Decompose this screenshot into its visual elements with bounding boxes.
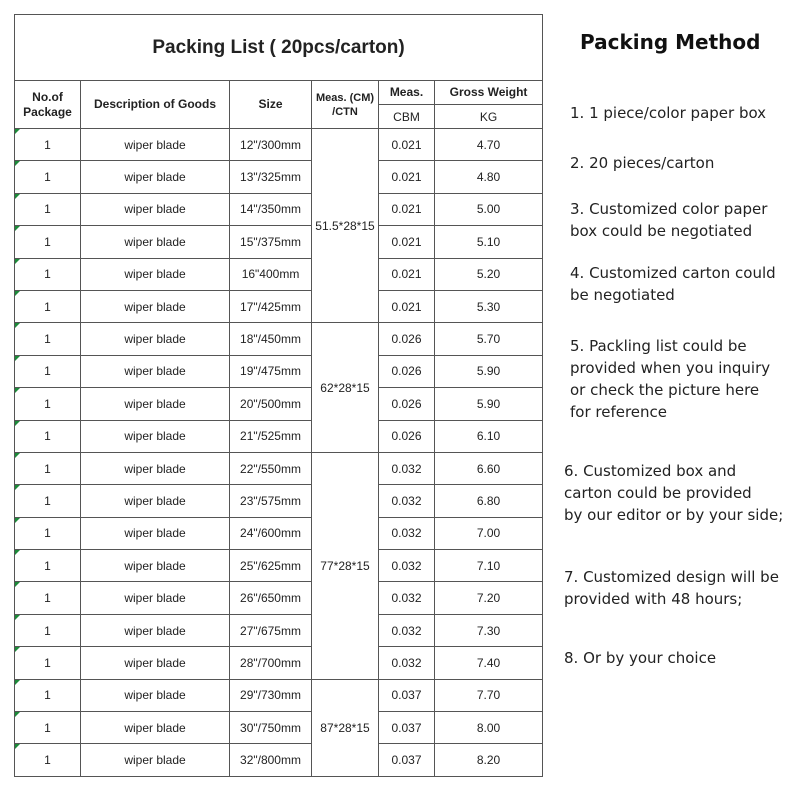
size-cell: 15"/375mm (230, 226, 312, 258)
packing-list-table (14, 14, 542, 777)
cbm-cell: 0.026 (379, 420, 435, 452)
size-cell: 28"/700mm (230, 647, 312, 679)
packing-method-line: by our editor or by your side; (564, 506, 784, 524)
size-cell: 23"/575mm (230, 485, 312, 517)
cbm-cell: 0.026 (379, 323, 435, 355)
packing-method-line: provided when you inquiry (570, 359, 771, 377)
table-row (15, 647, 543, 679)
description-cell: wiper blade (81, 161, 230, 193)
package-count-cell: 1 (15, 420, 81, 452)
table-row (15, 614, 543, 646)
package-count-cell: 1 (15, 323, 81, 355)
size-cell: 29"/730mm (230, 679, 312, 711)
package-count-cell: 1 (15, 517, 81, 549)
packing-method-line: 6. Customized box and (564, 462, 737, 480)
gross-weight-cell: 7.00 (435, 517, 543, 549)
table-row (15, 258, 543, 290)
packing-method-line: 1. 1 piece/color paper box (570, 104, 767, 122)
header-kg-unit: KG (435, 105, 543, 129)
package-count-cell: 1 (15, 161, 81, 193)
cbm-cell: 0.021 (379, 258, 435, 290)
header-meas-ctn-line1: Meas. (CM) (315, 91, 375, 104)
package-count-cell: 1 (15, 258, 81, 290)
packing-list-body (15, 129, 543, 777)
cbm-cell: 0.037 (379, 679, 435, 711)
packing-method-panel (560, 30, 795, 667)
gross-weight-cell: 5.20 (435, 258, 543, 290)
table-row (15, 193, 543, 225)
gross-weight-cell: 6.10 (435, 420, 543, 452)
gross-weight-cell: 6.60 (435, 452, 543, 484)
cbm-cell: 0.032 (379, 614, 435, 646)
packing-method-line: 5. Packling list could be (570, 337, 747, 355)
size-cell: 12"/300mm (230, 129, 312, 161)
packing-method-line: for reference (570, 403, 668, 421)
table-row (15, 744, 543, 776)
gross-weight-cell: 8.00 (435, 712, 543, 744)
size-cell: 13"/325mm (230, 161, 312, 193)
packing-method-line: 2. 20 pieces/carton (570, 154, 715, 172)
packing-method-line: 7. Customized design will be (564, 568, 779, 586)
gross-weight-cell: 5.70 (435, 323, 543, 355)
package-count-cell: 1 (15, 355, 81, 387)
package-count-cell: 1 (15, 744, 81, 776)
cbm-cell: 0.032 (379, 550, 435, 582)
gross-weight-cell: 5.90 (435, 355, 543, 387)
gross-weight-cell: 7.30 (435, 614, 543, 646)
table-row (15, 679, 543, 711)
description-cell: wiper blade (81, 485, 230, 517)
carton-measurement-cell: 77*28*15 (312, 452, 379, 679)
description-cell: wiper blade (81, 290, 230, 322)
carton-measurement-cell: 87*28*15 (312, 679, 379, 776)
packing-method-item (570, 262, 800, 306)
package-count-cell: 1 (15, 290, 81, 322)
gross-weight-cell: 5.10 (435, 226, 543, 258)
table-row (15, 323, 543, 355)
description-cell: wiper blade (81, 712, 230, 744)
table-row (15, 388, 543, 420)
size-cell: 30"/750mm (230, 712, 312, 744)
description-cell: wiper blade (81, 452, 230, 484)
header-size: Size (230, 81, 312, 129)
packing-method-line: box could be negotiated (570, 222, 753, 240)
cbm-cell: 0.026 (379, 388, 435, 420)
header-no-of-package (15, 81, 81, 129)
cbm-cell: 0.021 (379, 129, 435, 161)
package-count-cell: 1 (15, 129, 81, 161)
package-count-cell: 1 (15, 614, 81, 646)
size-cell: 22"/550mm (230, 452, 312, 484)
description-cell: wiper blade (81, 582, 230, 614)
table-row (15, 226, 543, 258)
cbm-cell: 0.021 (379, 193, 435, 225)
size-cell: 26"/650mm (230, 582, 312, 614)
package-count-cell: 1 (15, 582, 81, 614)
cbm-cell: 0.021 (379, 226, 435, 258)
header-gross-weight: Gross Weight (435, 81, 543, 105)
packing-method-item (570, 102, 800, 124)
package-count-cell: 1 (15, 485, 81, 517)
description-cell: wiper blade (81, 193, 230, 225)
gross-weight-cell: 5.90 (435, 388, 543, 420)
packing-method-line: provided with 48 hours; (564, 590, 743, 608)
description-cell: wiper blade (81, 129, 230, 161)
size-cell: 16"400mm (230, 258, 312, 290)
packing-method-item (564, 647, 799, 669)
header-cbm-unit: CBM (379, 105, 435, 129)
package-count-cell: 1 (15, 550, 81, 582)
table-row (15, 420, 543, 452)
gross-weight-cell: 4.70 (435, 129, 543, 161)
size-cell: 20"/500mm (230, 388, 312, 420)
packing-method-item (564, 566, 799, 610)
packing-method-item (564, 460, 799, 526)
description-cell: wiper blade (81, 420, 230, 452)
package-count-cell: 1 (15, 452, 81, 484)
size-cell: 25"/625mm (230, 550, 312, 582)
description-cell: wiper blade (81, 647, 230, 679)
description-cell: wiper blade (81, 550, 230, 582)
description-cell: wiper blade (81, 388, 230, 420)
carton-measurement-cell: 51.5*28*15 (312, 129, 379, 323)
description-cell: wiper blade (81, 323, 230, 355)
table-row (15, 550, 543, 582)
cbm-cell: 0.032 (379, 517, 435, 549)
cbm-cell: 0.032 (379, 485, 435, 517)
description-cell: wiper blade (81, 744, 230, 776)
packing-method-line: carton could be provided (564, 484, 752, 502)
cbm-cell: 0.037 (379, 744, 435, 776)
package-count-cell: 1 (15, 226, 81, 258)
description-cell: wiper blade (81, 355, 230, 387)
packing-method-item (570, 198, 800, 242)
cbm-cell: 0.032 (379, 647, 435, 679)
description-cell: wiper blade (81, 614, 230, 646)
packing-method-item (570, 152, 800, 174)
packing-list-title: Packing List ( 20pcs/carton) (15, 15, 543, 81)
header-meas: Meas. (379, 81, 435, 105)
table-row (15, 129, 543, 161)
cbm-cell: 0.032 (379, 452, 435, 484)
header-description: Description of Goods (81, 81, 230, 129)
description-cell: wiper blade (81, 226, 230, 258)
table-row (15, 517, 543, 549)
gross-weight-cell: 5.00 (435, 193, 543, 225)
size-cell: 24"/600mm (230, 517, 312, 549)
cbm-cell: 0.021 (379, 161, 435, 193)
package-count-cell: 1 (15, 647, 81, 679)
gross-weight-cell: 7.20 (435, 582, 543, 614)
cbm-cell: 0.032 (379, 582, 435, 614)
gross-weight-cell: 7.70 (435, 679, 543, 711)
gross-weight-cell: 7.40 (435, 647, 543, 679)
size-cell: 18"/450mm (230, 323, 312, 355)
packing-method-line: or check the picture here (570, 381, 760, 399)
size-cell: 21"/525mm (230, 420, 312, 452)
gross-weight-cell: 6.80 (435, 485, 543, 517)
table-row (15, 712, 543, 744)
description-cell: wiper blade (81, 258, 230, 290)
table-row (15, 355, 543, 387)
size-cell: 19"/475mm (230, 355, 312, 387)
table-row (15, 485, 543, 517)
header-meas-ctn (312, 81, 379, 129)
package-count-cell: 1 (15, 388, 81, 420)
packing-method-item (570, 335, 800, 423)
packing-method-line: 4. Customized carton could (570, 264, 776, 282)
header-meas-ctn-line2: /CTN (332, 105, 358, 118)
table-row (15, 452, 543, 484)
gross-weight-cell: 7.10 (435, 550, 543, 582)
packing-method-line: 8. Or by your choice (564, 649, 717, 667)
size-cell: 27"/675mm (230, 614, 312, 646)
packing-method-title: Packing Method (580, 30, 761, 54)
header-no-of-package-line1: No.of (32, 89, 63, 104)
table-row (15, 290, 543, 322)
size-cell: 32"/800mm (230, 744, 312, 776)
table-row (15, 582, 543, 614)
package-count-cell: 1 (15, 679, 81, 711)
table-row (15, 161, 543, 193)
size-cell: 17"/425mm (230, 290, 312, 322)
header-no-of-package-line2: Package (23, 104, 72, 119)
size-cell: 14"/350mm (230, 193, 312, 225)
description-cell: wiper blade (81, 679, 230, 711)
package-count-cell: 1 (15, 193, 81, 225)
packing-method-line: 3. Customized color paper (570, 200, 768, 218)
packing-method-line: be negotiated (570, 286, 675, 304)
gross-weight-cell: 4.80 (435, 161, 543, 193)
cbm-cell: 0.021 (379, 290, 435, 322)
cbm-cell: 0.037 (379, 712, 435, 744)
carton-measurement-cell: 62*28*15 (312, 323, 379, 453)
gross-weight-cell: 8.20 (435, 744, 543, 776)
description-cell: wiper blade (81, 517, 230, 549)
package-count-cell: 1 (15, 712, 81, 744)
cbm-cell: 0.026 (379, 355, 435, 387)
gross-weight-cell: 5.30 (435, 290, 543, 322)
